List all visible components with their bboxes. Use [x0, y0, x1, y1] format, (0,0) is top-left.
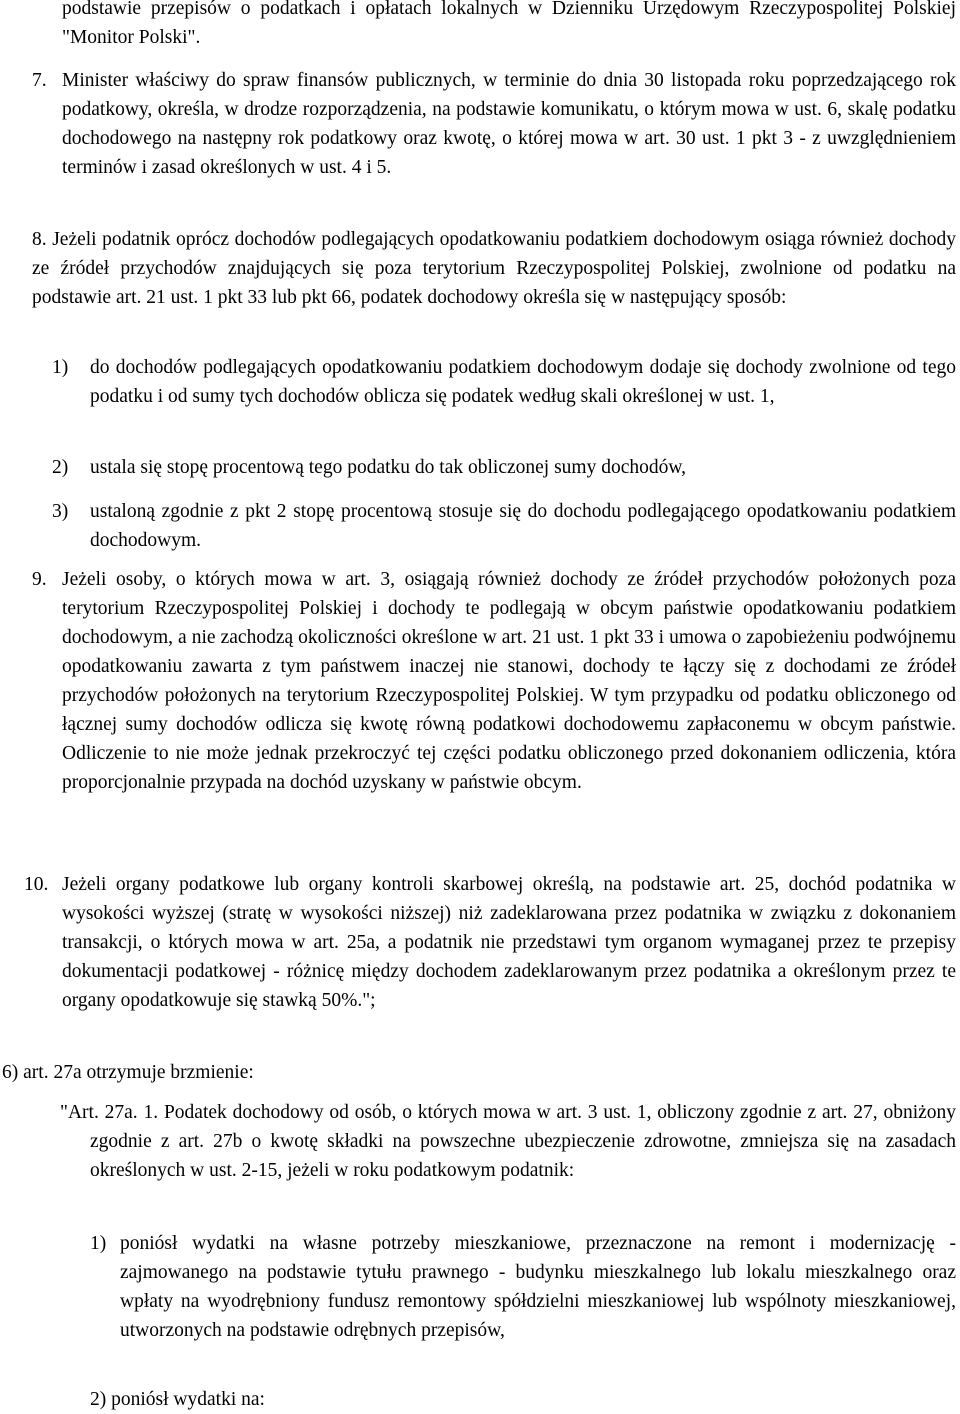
paragraph-text: Jeżeli osoby, o których mowa w art. 3, osiągają również dochody ze źródeł przychodów położonych poza terytorium Rzeczypospolitej Polskiej i dochody te podlegają w obcym państwie opodatkowaniu podatkiem dochodowym, a nie zachodzą okoliczności określone w art. 21 ust. 1 pkt 33 i umowa o zapobieżeniu podwójnemu opodatkowaniu zawarta z tym państwem inaczej nie stanowi, dochody te łączy się z dochodami ze źródeł przychodów położonych na terytorium Rzeczypospolitej Polskiej. W tym przypadku od podatku obliczonego od łącznej sumy dochodów odlicza się kwotę równą podatkowi dochodowemu zapłaconemu w obcym państwie. Odliczenie to nie może jednak przekroczyć tej części podatku obliczonego przed dokonaniem odliczenia, która proporcjonalnie przypada na dochód uzyskany w państwie obcym. [62, 569, 956, 793]
paragraph-text: Minister właściwy do spraw finansów publicznych, w terminie do dnia 30 listopada roku poprzedzającego rok podatkowy, określa, w drodze rozporządzenia, na podstawie komunikatu, o którym mowa w ust. 6, skalę podatku dochodowego na następny rok podatkowy oraz kwotę, o której mowa w art. 30 ust. 1 pkt 3 - z uwzględnieniem terminów i zasad określonych w ust. 4 i 5. [62, 70, 956, 178]
paragraph-number: 7. [32, 70, 47, 91]
point-number: 6) [2, 1062, 19, 1083]
paragraph-8 [32, 225, 956, 312]
point-number: 1) [52, 357, 69, 378]
article-text: Podatek dochodowy od osób, o których mowa w art. 3 ust. 1, obliczony zgodnie z art. 27, obniżony zgodnie z art. 27b o kwotę składki na powszechne ubezpieczenie zdrowotne, zmniejsza się na zasadach określonych w ust. 2-15, jeżeli w roku podatkowym podatnik: [90, 1102, 957, 1181]
point-text: ustala się stopę procentową tego podatku do tak obliczonej sumy dochodów, [90, 457, 687, 478]
point-6 [2, 1058, 956, 1087]
point-number: 3) [52, 501, 69, 522]
paragraph-number: 8. [32, 229, 47, 250]
point-number: 2) [90, 1389, 107, 1410]
paragraph-text: podstawie przepisów o podatkach i opłatach lokalnych w Dzienniku Urzędowym Rzeczypospolitej Polskiej "Monitor Polski". [62, 0, 956, 48]
point-27a-1 [90, 1229, 956, 1345]
point-text: do dochodów podlegających opodatkowaniu podatkiem dochodowym dodaje się dochody zwolnione od tego podatku i od sumy tych dochodów oblicza się podatek według skali określonej w ust. 1, [90, 357, 956, 407]
point-8-3 [52, 497, 956, 555]
paragraph-number: 9. [32, 569, 47, 590]
point-27a-2 [90, 1385, 956, 1414]
paragraph-9 [32, 565, 956, 797]
point-text: art. 27a otrzymuje brzmienie: [23, 1062, 254, 1083]
article-number: "Art. 27a. 1. [60, 1102, 159, 1123]
paragraph-7 [32, 66, 956, 182]
paragraph-number: 10. [24, 874, 49, 895]
article-text-block [60, 1098, 956, 1185]
point-text: poniósł wydatki na: [111, 1389, 265, 1410]
paragraph-text: Jeżeli podatnik oprócz dochodów podlegających opodatkowaniu podatkiem dochodowym osiąga również dochody ze źródeł przychodów znajdujących się poza terytorium Rzeczypospolitej Polskiej, zwolnione od podatku na podstawie art. 21 ust. 1 pkt 33 lub pkt 66, podatek dochodowy określa się w następujący sposób: [32, 229, 956, 308]
point-text: ustaloną zgodnie z pkt 2 stopę procentową stosuje się do dochodu podlegającego opodatkowaniu podatkiem dochodowym. [90, 501, 956, 551]
point-8-2 [52, 453, 956, 482]
point-number: 2) [52, 457, 69, 478]
point-text: poniósł wydatki na własne potrzeby mieszkaniowe, przeznaczone na remont i modernizację - zajmowanego na podstawie tytułu prawnego - budynku mieszkalnego lub lokalu mieszkalnego oraz wpłaty na wyodrębniony fundusz remontowy spółdzielni mieszkaniowej lub wspólnoty mieszkaniowej, utworzonych na podstawie odrębnych przepisów, [120, 1233, 956, 1341]
paragraph-text-8 [32, 225, 956, 312]
article-27a-ust-1 [60, 1098, 956, 1185]
point-number: 1) [90, 1233, 107, 1254]
paragraph-continuation [62, 0, 956, 52]
paragraph-text: Jeżeli organy podatkowe lub organy kontroli skarbowej określą, na podstawie art. 25, dochód podatnika w wysokości wyższej (stratę w wysokości niższej) niż zadeklarowana przez podatnika w związku z dokonaniem transakcji, o których mowa w art. 25a, a podatnik nie przedstawi tym organom wymaganej przez te przepisy dokumentacji podatkowej - różnicę między dochodem zadeklarowanym przez podatnika a określonym przez te organy opodatkowuje się stawką 50%."; [62, 874, 956, 1011]
paragraph-10 [24, 870, 956, 1015]
point-8-1 [52, 353, 956, 411]
